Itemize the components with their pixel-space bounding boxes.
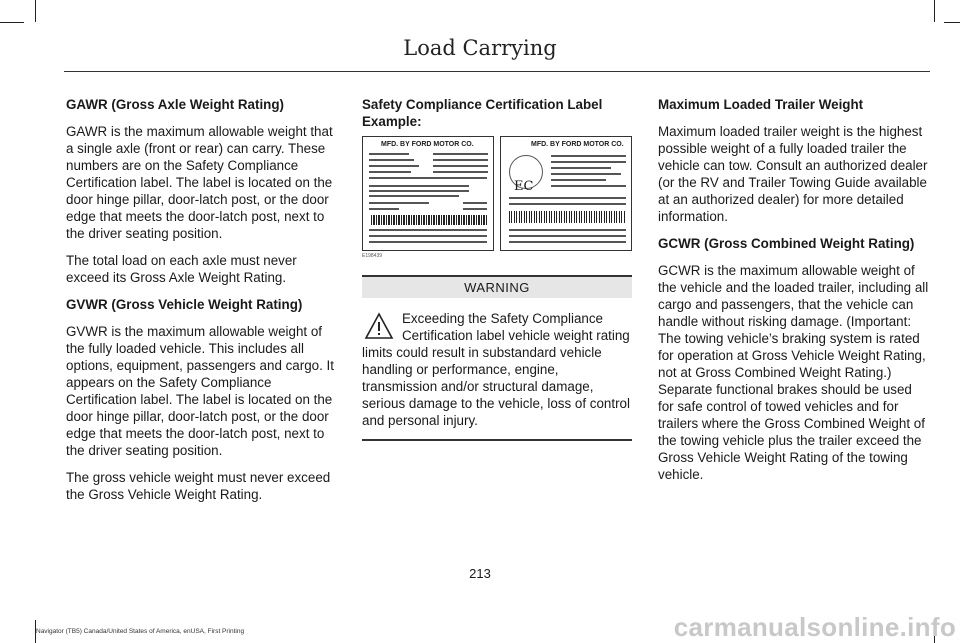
mltw-heading: Maximum Loaded Trailer Weight xyxy=(658,97,864,112)
crop-mark xyxy=(35,0,36,22)
column-middle xyxy=(362,96,632,441)
gcwr-heading: GCWR (Gross Combined Weight Rating) xyxy=(658,236,915,251)
label-illustrations xyxy=(362,136,632,251)
crop-mark xyxy=(0,22,24,23)
gawr-paragraph-2: The total load on each axle must never exceed its Gross Axle Weight Rating. xyxy=(66,253,297,285)
certification-label-image-2 xyxy=(500,136,632,251)
warning-triangle-icon xyxy=(364,312,394,340)
mltw-paragraph: Maximum loaded trailer weight is the highest possible weight of a fully loaded trailer the vehicle can tow. Consult an authorized dealer (or the RV and Trailer Towing Guide available at an authorized dealer) for more detailed information. xyxy=(658,124,928,224)
gvwr-paragraph-2: The gross vehicle weight must never exceed the Gross Vehicle Weight Rating. xyxy=(66,470,331,502)
label-2-title: MFD. BY FORD MOTOR CO. xyxy=(531,141,624,148)
gvwr-paragraph-1: GVWR is the maximum allowable weight of the fully loaded vehicle. This includes all options, equipment, passengers and cargo. It appears on the Safety Compliance Certification label. The label is located on the door hinge pillar, door-latch post, or the door edge that meets the door-latch post, next to the driver seating position. xyxy=(66,324,334,458)
watermark: carmanualsonline.info xyxy=(673,612,956,642)
crop-mark xyxy=(944,22,960,23)
gcwr-paragraph: GCWR is the maximum allowable weight of the vehicle and the loaded trailer, including all cargo and passengers, that the vehicle can handle without risking damage. (Important: The towing vehicle’s braking system is rated for operation at Gross Vehicle Weight Rating, not at Gross Combined Weight Rating.) Separate functional brakes should be used for safe control of towed vehicles and for trailers where the Gross Combined Weight of the towing vehicle plus the trailer exceed the Gross Vehicle Weight Rating of the towing vehicle. xyxy=(658,263,929,482)
gawr-paragraph-1: GAWR is the maximum allowable weight that a single axle (front or rear) can carry. These numbers are on the Safety Compliance Certification label. The label is located on the door hinge pillar, door-latch post, or the door edge that meets the door-latch post, next to the driver seating position. xyxy=(66,124,333,241)
gawr-heading: GAWR (Gross Axle Weight Rating) xyxy=(66,97,284,112)
ec-mark: EC xyxy=(514,179,534,194)
warning-text: Exceeding the Safety Compliance Certification label vehicle weight rating limits could result in substandard vehicle handling or performance, engine, transmission and/or structural damage, serious damage to the vehicle, loss of control and personal injury. xyxy=(362,311,630,428)
label-1-title: MFD. BY FORD MOTOR CO. xyxy=(381,141,474,148)
header-rule xyxy=(64,71,930,72)
warning-box xyxy=(362,275,632,441)
warning-body xyxy=(362,310,632,429)
warning-title: WARNING xyxy=(362,277,632,298)
certification-label-image-1 xyxy=(362,136,494,251)
crop-mark xyxy=(934,0,935,22)
page-title: Load Carrying xyxy=(403,36,557,60)
figure-code: E198439 xyxy=(362,253,383,259)
page-number: 213 xyxy=(469,566,491,581)
column-left xyxy=(66,96,336,513)
label-example-heading: Safety Compliance Certification Label Example: xyxy=(362,97,603,129)
gvwr-heading: GVWR (Gross Vehicle Weight Rating) xyxy=(66,297,303,312)
printing-info: Navigator (TB5) Canada/United States of America, enUSA, First Printing xyxy=(36,628,245,635)
column-right xyxy=(658,96,930,493)
warning-bottom-rule xyxy=(362,429,632,441)
